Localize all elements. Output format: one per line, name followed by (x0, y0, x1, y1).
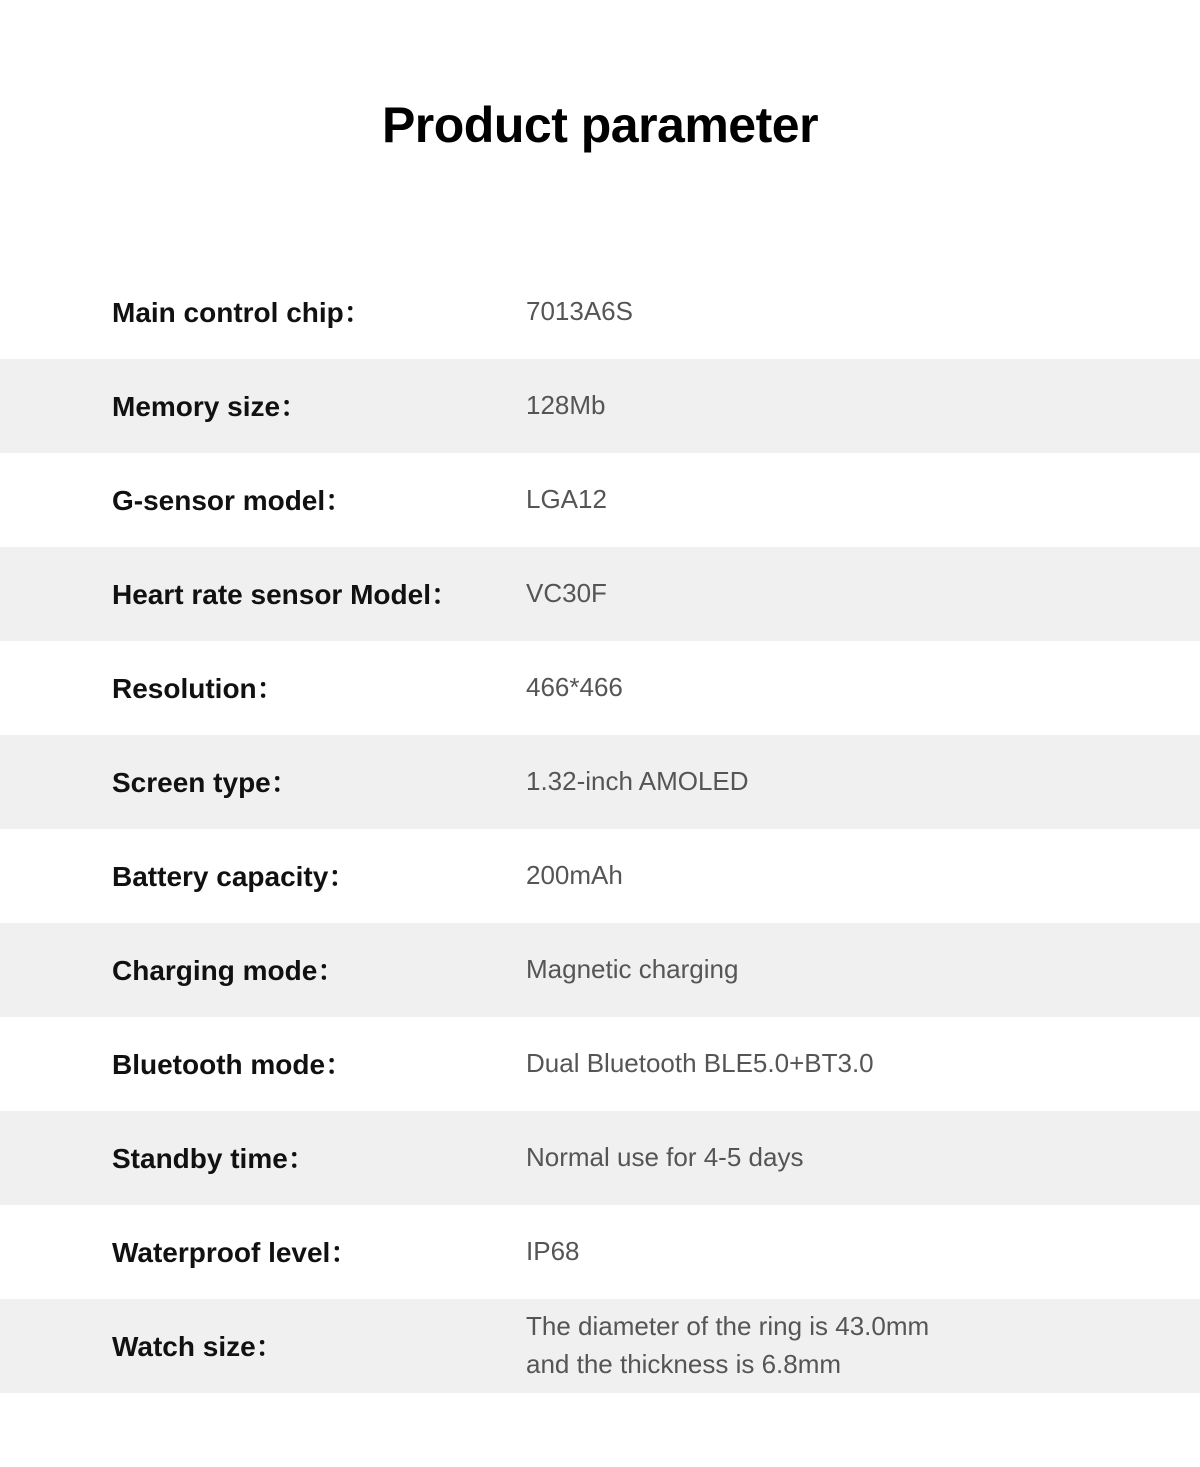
spec-value: Dual Bluetooth BLE5.0+BT3.0 (526, 1048, 874, 1079)
table-row (0, 829, 1200, 923)
spec-value: 7013A6S (526, 296, 633, 327)
spec-label: Memory size： (112, 390, 309, 422)
table-row (0, 735, 1200, 829)
table-row (0, 1299, 1200, 1393)
spec-value: 128Mb (526, 390, 606, 421)
table-row (0, 265, 1200, 359)
spec-label: G-sensor model： (112, 484, 354, 516)
spec-label: Watch size： (112, 1330, 284, 1362)
spec-label: Screen type： (112, 766, 299, 798)
spec-value: 466*466 (526, 672, 623, 703)
spec-label: Waterproof level： (112, 1236, 359, 1268)
table-row (0, 923, 1200, 1017)
spec-value: The diameter of the ring is 43.0mm and the thickness is 6.8mm (526, 1311, 930, 1379)
table-row (0, 1111, 1200, 1205)
spec-value: 200mAh (526, 860, 623, 891)
table-row (0, 547, 1200, 641)
table-row (0, 1205, 1200, 1299)
table-row (0, 453, 1200, 547)
spec-label: Main control chip： (112, 296, 372, 328)
spec-value: LGA12 (526, 484, 607, 515)
spec-value: Magnetic charging (526, 954, 739, 985)
page-title: Product parameter (381, 97, 819, 153)
table-row (0, 641, 1200, 735)
spec-label: Heart rate sensor Model： (112, 578, 459, 610)
table-row (0, 359, 1200, 453)
spec-label: Standby time： (112, 1142, 316, 1174)
spec-value: Normal use for 4-5 days (526, 1142, 804, 1173)
spec-label: Bluetooth mode： (112, 1048, 354, 1080)
spec-label: Resolution： (112, 672, 285, 704)
table-row (0, 1017, 1200, 1111)
spec-label: Charging mode： (112, 954, 346, 986)
specification-table (0, 265, 1200, 1393)
spec-value: 1.32-inch AMOLED (526, 766, 749, 797)
spec-value: VC30F (526, 578, 607, 609)
spec-value: IP68 (526, 1236, 580, 1267)
spec-label: Battery capacity： (112, 860, 357, 892)
